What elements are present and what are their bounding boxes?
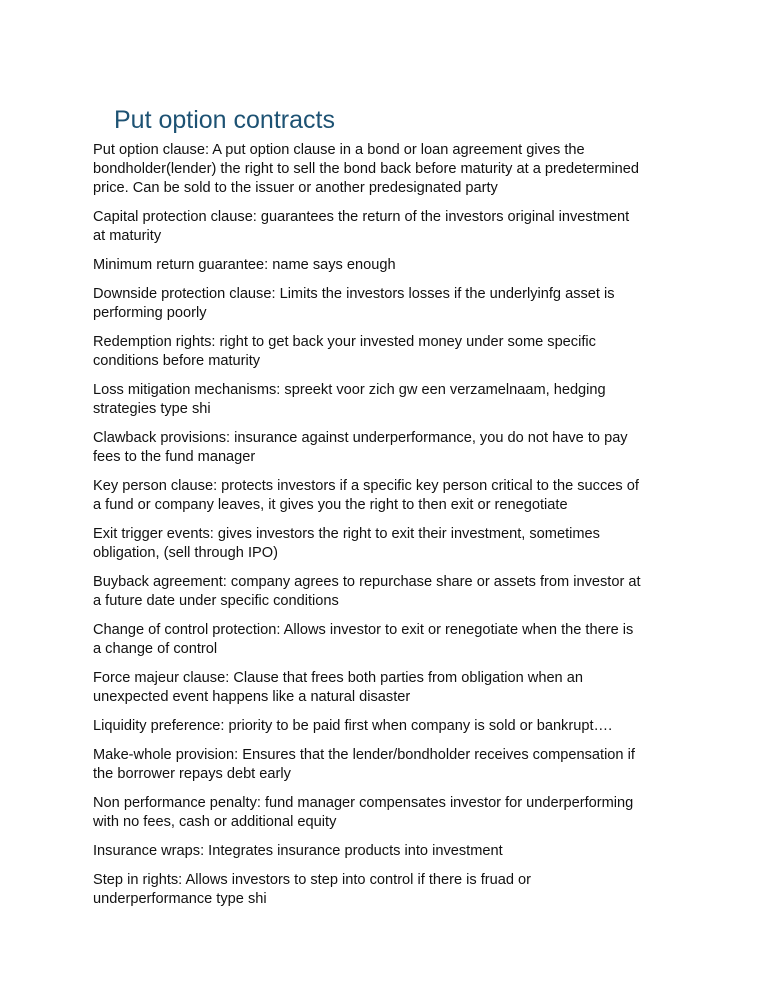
paragraph-line: a future date under specific conditions (93, 593, 339, 609)
paragraph-line: Non performance penalty: fund manager compensates investor for underperforming (93, 795, 634, 811)
paragraph-line: at maturity (93, 228, 162, 244)
paragraph-line: Key person clause: protects investors if a specific key person critical to the succes of (93, 478, 639, 494)
paragraph-line: unexpected event happens like a natural disaster (93, 689, 411, 705)
paragraph-line: fees to the fund manager (93, 449, 256, 465)
paragraph-line: Buyback agreement: company agrees to repurchase share or assets from investor at (93, 574, 641, 590)
clause-paragraph (93, 141, 733, 198)
clause-paragraph (93, 525, 733, 563)
paragraph-line: a change of control (93, 641, 218, 657)
paragraph-line: Put option clause: A put option clause in a bond or loan agreement gives the (93, 142, 585, 158)
paragraph-line: Capital protection clause: guarantees the return of the investors original investment (93, 209, 630, 225)
paragraph-line: Redemption rights: right to get back your invested money under some specific (93, 334, 596, 350)
clause-paragraph (93, 669, 733, 707)
paragraph-line: obligation, (sell through IPO) (93, 545, 278, 561)
paragraph-line: Change of control protection: Allows investor to exit or renegotiate when the there is (93, 622, 634, 638)
paragraph-line: performing poorly (93, 305, 207, 321)
paragraph-line: conditions before maturity (93, 353, 261, 369)
clause-paragraph (93, 477, 733, 515)
paragraph-line: bondholder(lender) the right to sell the bond back before maturity at a predetermined (93, 161, 639, 177)
paragraph-line: strategies type shi (93, 401, 211, 417)
paragraph-line: Liquidity preference: priority to be paid first when company is sold or bankrupt…. (93, 718, 613, 734)
clause-paragraph (93, 333, 733, 371)
paragraph-line: a fund or company leaves, it gives you the right to then exit or renegotiate (93, 497, 568, 513)
clause-paragraph (93, 842, 733, 861)
clause-paragraph (93, 208, 733, 246)
clause-paragraph (93, 256, 733, 275)
paragraph-line: price. Can be sold to the issuer or another predesignated party (93, 180, 498, 196)
paragraph-line: Loss mitigation mechanisms: spreekt voor zich gw een verzamelnaam, hedging (93, 382, 606, 398)
clause-paragraph (93, 746, 733, 784)
clause-paragraph (93, 429, 733, 467)
paragraph-line: Clawback provisions: insurance against underperformance, you do not have to pay (93, 430, 628, 446)
paragraph-line: Force majeur clause: Clause that frees both parties from obligation when an (93, 670, 583, 686)
paragraph-line: Minimum return guarantee: name says enough (93, 257, 396, 273)
clause-paragraph (93, 381, 733, 419)
document-body (93, 141, 733, 919)
clause-paragraph (93, 285, 733, 323)
clause-paragraph (93, 794, 733, 832)
clause-paragraph (93, 871, 733, 909)
paragraph-line: the borrower repays debt early (93, 766, 291, 782)
paragraph-line: Insurance wraps: Integrates insurance products into investment (93, 843, 503, 859)
paragraph-line: Downside protection clause: Limits the investors losses if the underlyinfg asset is (93, 286, 615, 302)
paragraph-line: Exit trigger events: gives investors the right to exit their investment, sometimes (93, 526, 600, 542)
clause-paragraph (93, 717, 733, 736)
document-heading: Put option contracts (114, 106, 335, 134)
paragraph-line: Step in rights: Allows investors to step into control if there is fruad or (93, 872, 532, 888)
clause-paragraph (93, 573, 733, 611)
clause-paragraph (93, 621, 733, 659)
paragraph-line: with no fees, cash or additional equity (93, 814, 337, 830)
paragraph-line: underperformance type shi (93, 891, 267, 907)
paragraph-line: Make-whole provision: Ensures that the lender/bondholder receives compensation if (93, 747, 635, 763)
